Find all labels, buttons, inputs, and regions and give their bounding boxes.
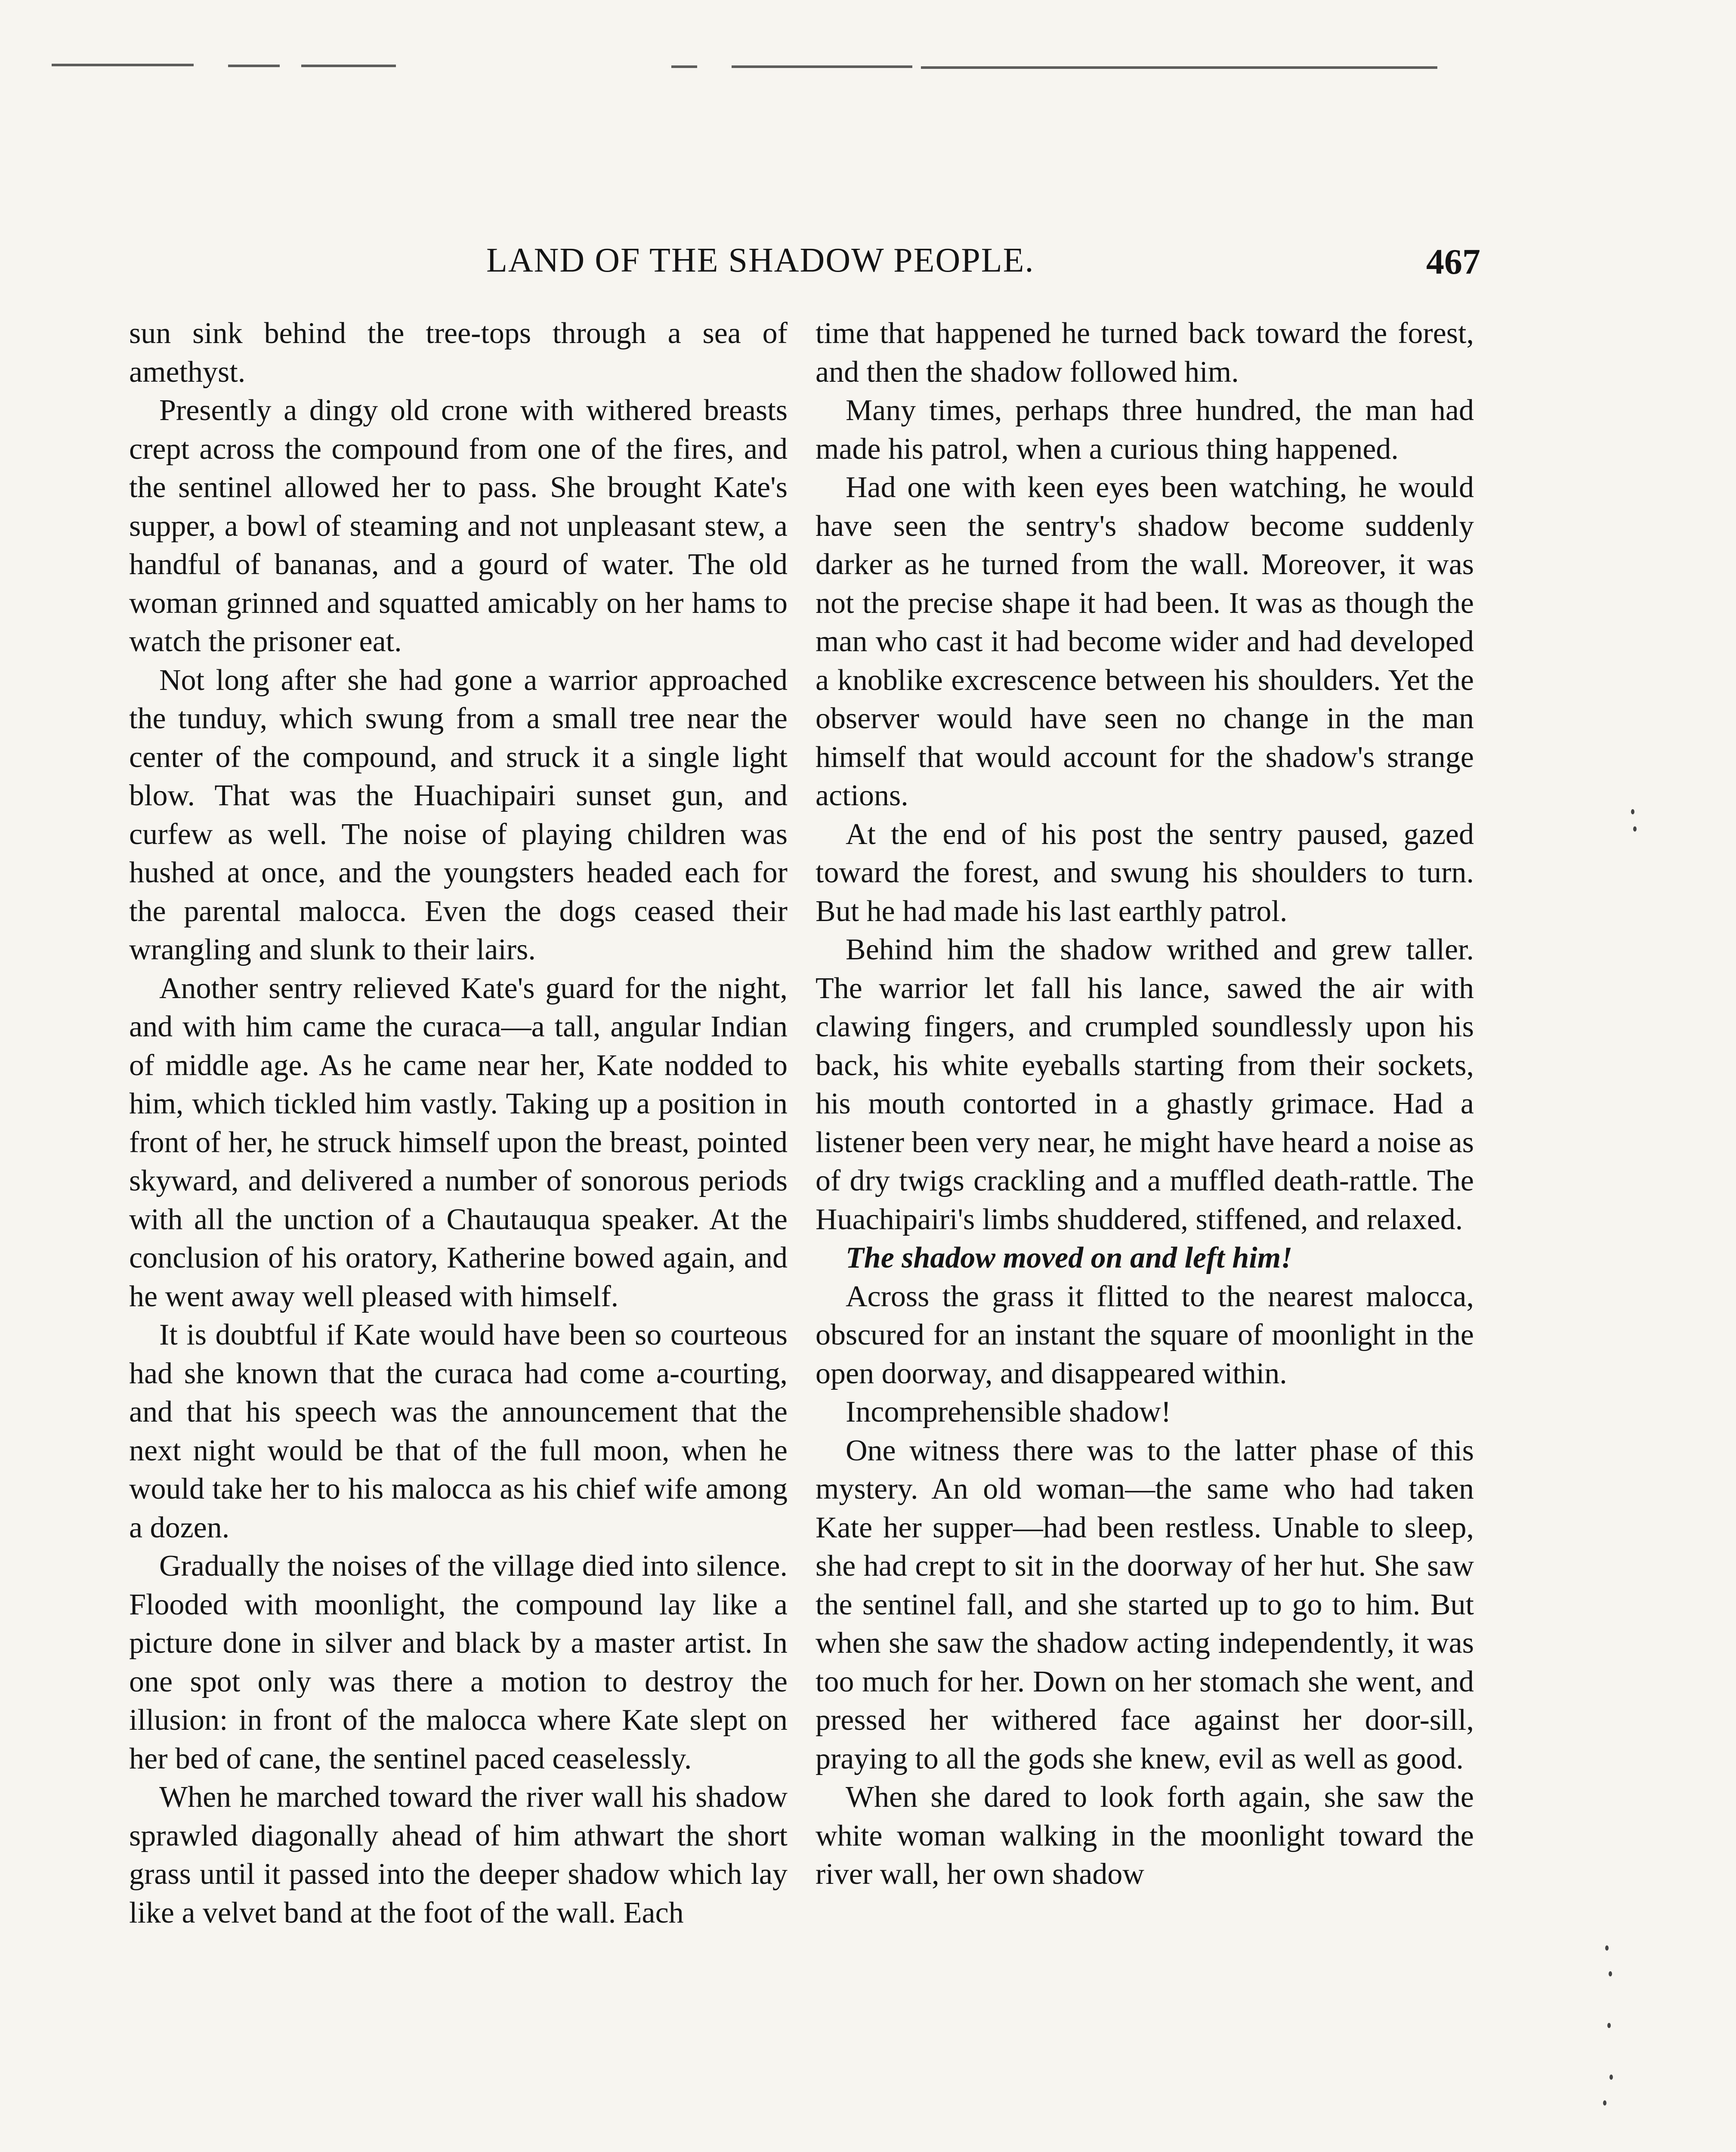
margin-speck xyxy=(1633,826,1637,832)
page-number: 467 xyxy=(1426,242,1480,282)
paragraph: Presently a dingy old crone with withered breasts crept across the compound from one of the fires, and the sentinel allowed her to pass. She brought Kate's supper, a bowl of steaming and not unpleasant stew, a handful of bananas, and a gourd of water. The old woman grinned and squatted amicably on her hams to watch the prisoner eat. xyxy=(129,394,788,658)
paragraph: One witness there was to the latter phase of this mystery. An old woman—the same who had taken Kate her supper—had been restless. Unable to sleep, she had crept to sit in the doorway of her hut. She saw the sentinel fall, and she started up to go to him. But when she saw the shadow acting independently, it was too much for her. Down on her stomach she went, and pressed her withered face against her door-sill, praying to all the gods she knew, evil as well as good. xyxy=(815,1434,1474,1775)
paragraph: When he marched toward the river wall his shadow sprawled diagonally ahead of him athwart the short grass until it passed into the deeper shadow which lay like a velvet band at the foot of the wall. Each xyxy=(129,1781,788,1929)
margin-speck xyxy=(1631,809,1634,814)
right-column xyxy=(815,314,1474,1894)
scan-artifact-line xyxy=(671,65,697,68)
paragraph: It is doubtful if Kate would have been so courteous had she known that the curaca had come a-courting, and that his speech was the announcement that the next night would be that of the full moon, when he would take her to his malocca as his chief wife among a dozen. xyxy=(129,1318,788,1544)
paragraph: sun sink behind the tree-tops through a sea of amethyst. xyxy=(129,317,788,389)
paragraph: time that happened he turned back toward the forest, and then the shadow followed him. xyxy=(815,317,1474,389)
scan-artifact-line xyxy=(732,65,912,68)
page-header xyxy=(129,241,1480,293)
paragraph: Gradually the noises of the village died into silence. Flooded with moonlight, the compound lay like a picture done in silver and black by a master artist. In one spot only was there a motion to destroy the illusion: in front of the malocca where Kate slept on her bed of cane, the sentinel paced ceaselessly. xyxy=(129,1549,788,1775)
scan-artifact-line xyxy=(52,64,194,66)
paragraph: Not long after she had gone a warrior approached the tunduy, which swung from a small tree near the center of the compound, and struck it a single light blow. That was the Huachipairi sunset gun, and curfew as well. The noise of playing children was hushed at once, and the youngsters headed each for the parental malocca. Even the dogs ceased their wrangling and slunk to their lairs. xyxy=(129,663,788,966)
scan-artifact-line xyxy=(301,65,396,67)
italic-line: The shadow moved on and left him! xyxy=(846,1241,1293,1274)
margin-speck xyxy=(1609,2075,1613,2080)
running-title: LAND OF THE SHADOW PEOPLE. xyxy=(486,241,1035,279)
paragraph: Many times, perhaps three hundred, the man had made his patrol, when a curious thing happened. xyxy=(815,394,1474,466)
margin-speck xyxy=(1605,1945,1609,1951)
margin-speck xyxy=(1607,2023,1611,2028)
paragraph: Behind him the shadow writhed and grew taller. The warrior let fall his lance, sawed the air with clawing fingers, and crumpled soundlessly upon his back, his white eyeballs starting from their sockets, his mouth contorted in a ghastly grimace. Had a listener been very near, he might have heard a noise as of dry twigs crackling and a muffled death-rattle. The Huachipairi's limbs shuddered, stiffened, and relaxed. xyxy=(815,933,1474,1236)
paragraph: Had one with keen eyes been watching, he would have seen the sentry's shadow become suddenly darker as he turned from the wall. Moreover, it was not the precise shape it had been. It was as though the man who cast it had become wider and had developed a knoblike excrescence between his shoulders. Yet the observer would have seen no change in the man himself that would account for the shadow's strange actions. xyxy=(815,471,1474,812)
scan-artifact-line xyxy=(921,66,1437,69)
margin-speck xyxy=(1609,1971,1612,1976)
left-column xyxy=(129,314,788,1932)
paragraph: At the end of his post the sentry paused, gazed toward the forest, and swung his shoulders to turn. But he had made his last earthly patrol. xyxy=(815,817,1474,928)
paragraph: Another sentry relieved Kate's guard for the night, and with him came the curaca—a tall, angular Indian of middle age. As he came near her, Kate nodded to him, which tickled him vastly. Taking up a position in front of her, he struck himself upon the breast, pointed skyward, and delivered a number of sonorous periods with all the unction of a Chautauqua speaker. At the conclusion of his oratory, Katherine bowed again, and he went away well pleased with himself. xyxy=(129,971,788,1313)
scan-artifact-line xyxy=(228,65,280,67)
paragraph: When she dared to look forth again, she saw the white woman walking in the moonlight toward the river wall, her own shadow xyxy=(815,1781,1474,1891)
paragraph: Across the grass it flitted to the nearest malocca, obscured for an instant the square of moonlight in the open doorway, and disappeared within. xyxy=(815,1280,1474,1390)
paragraph: Incomprehensible shadow! xyxy=(846,1395,1171,1428)
margin-speck xyxy=(1603,2100,1606,2106)
